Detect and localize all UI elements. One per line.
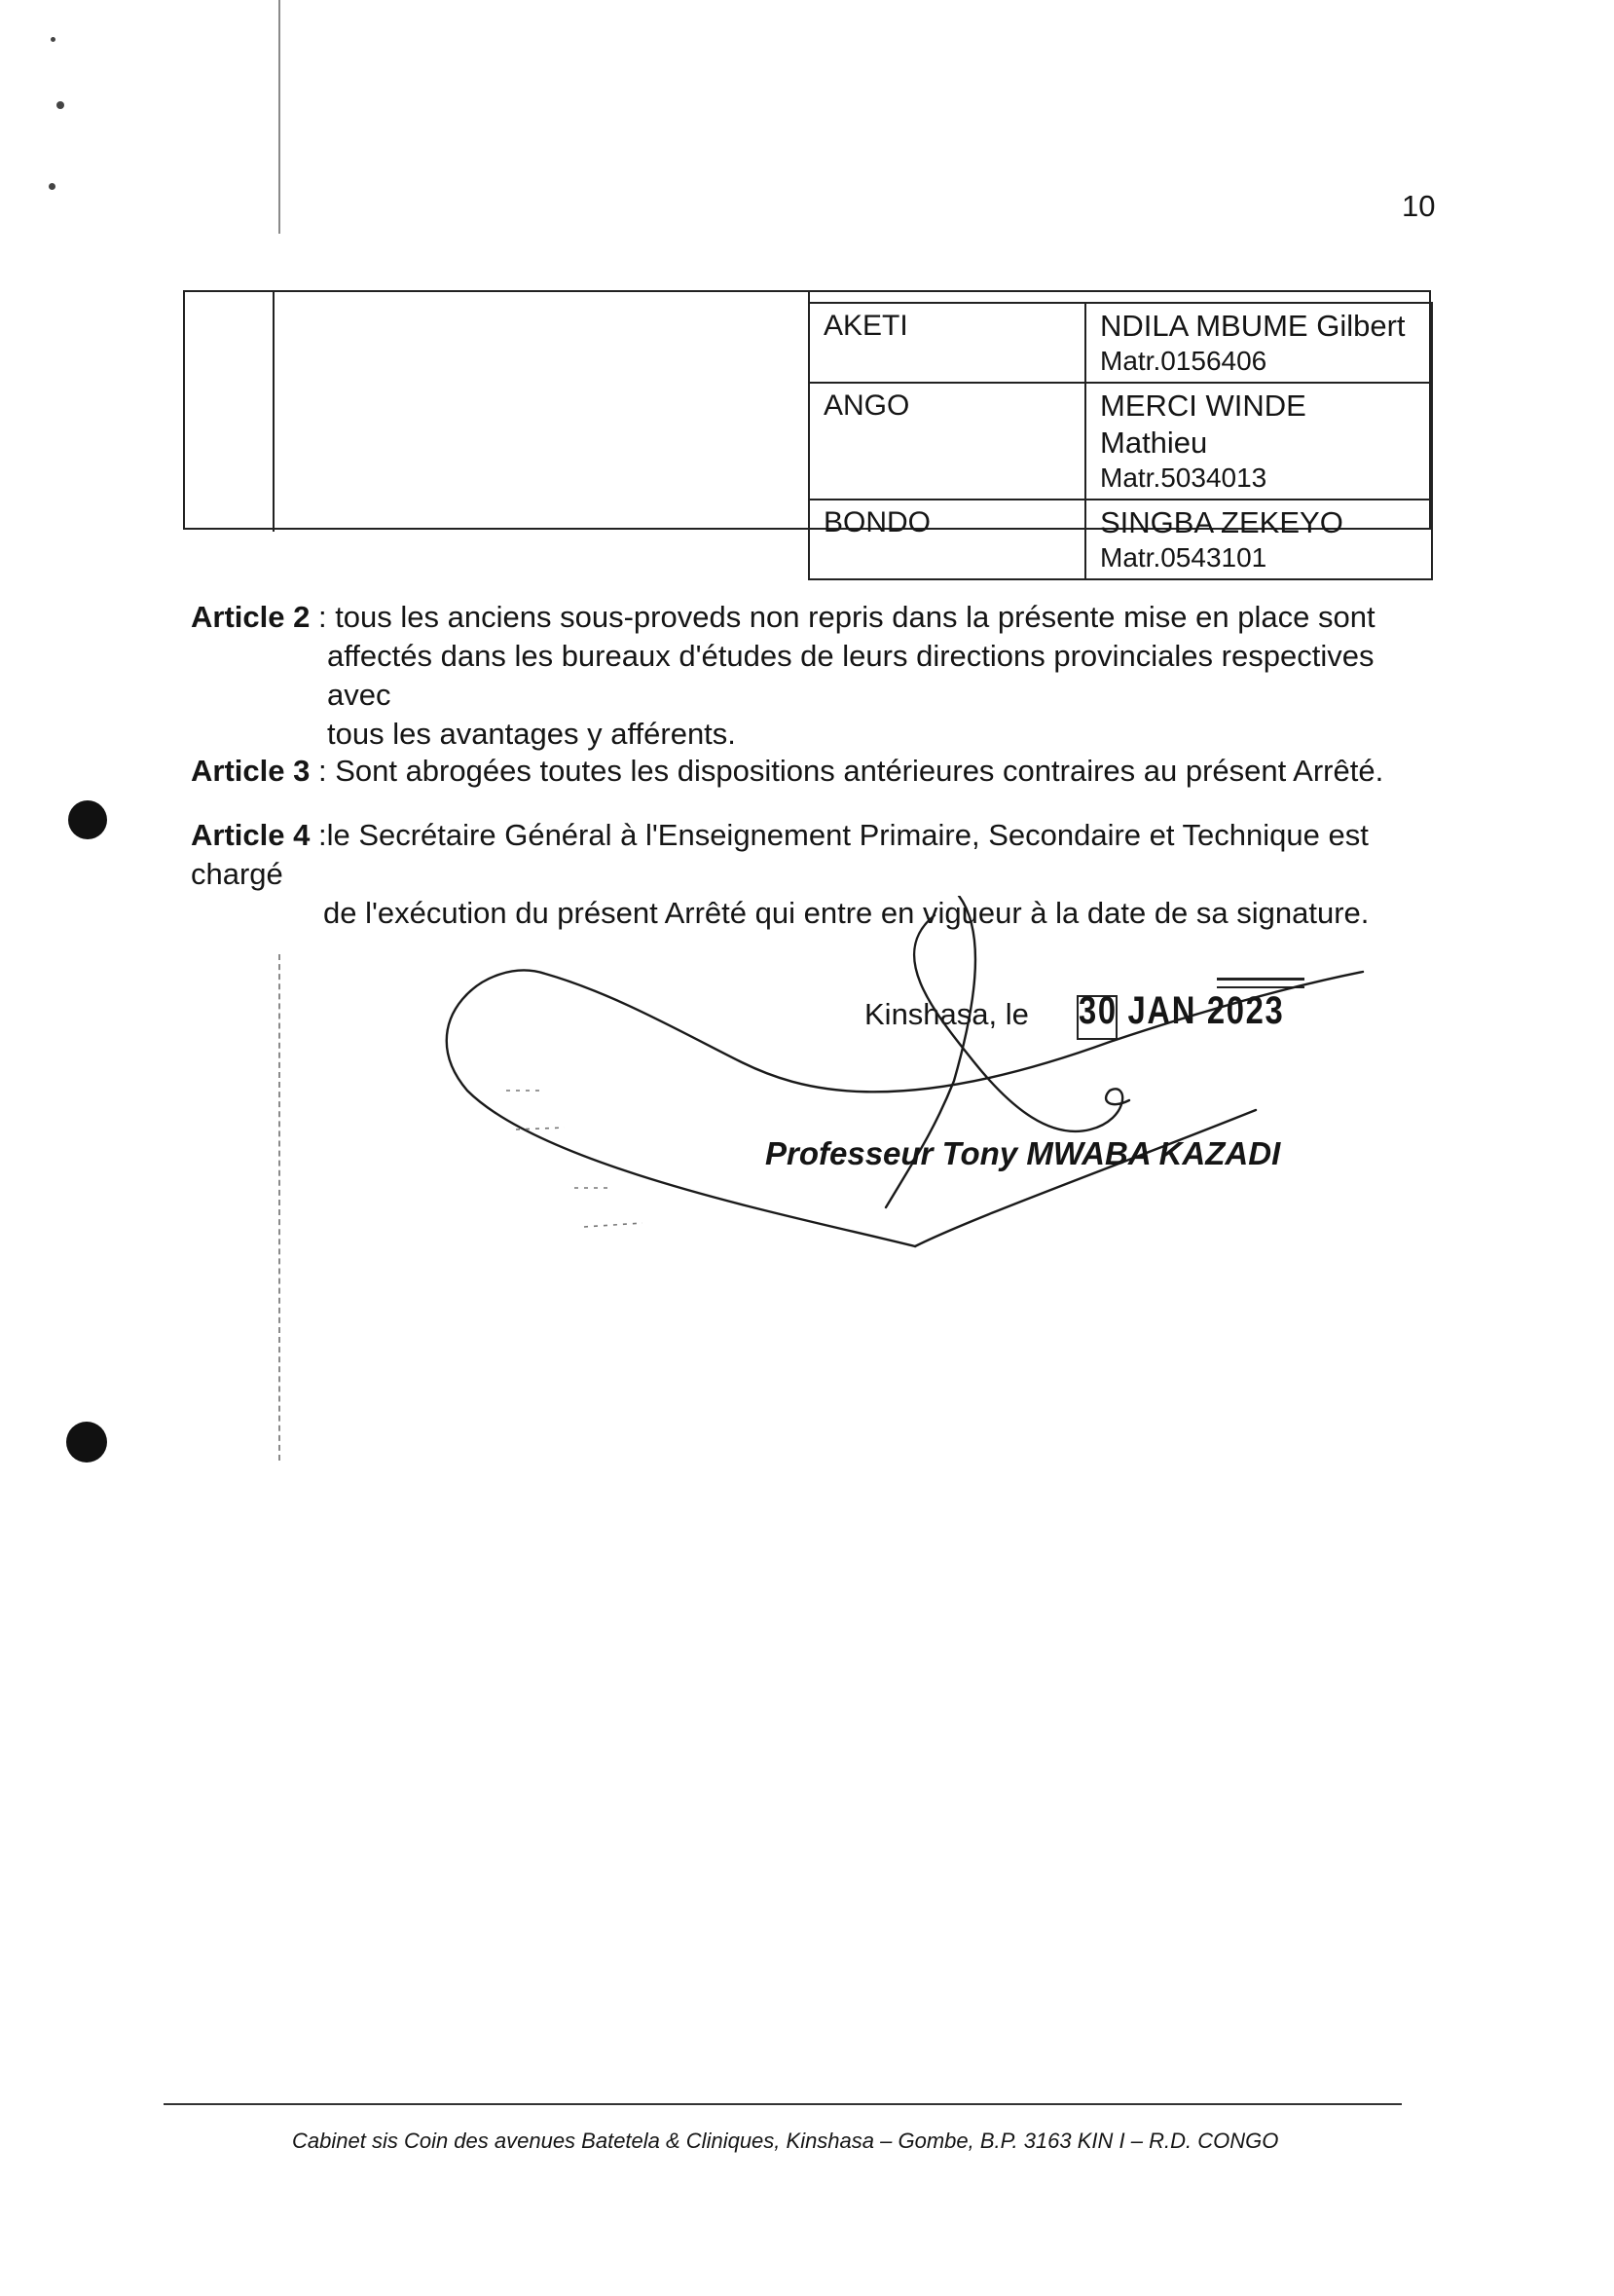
article-text: le Secrétaire Général à l'Enseignement Primaire, Secondaire et Technique est chargé [191,818,1369,891]
stamp-year: 2023 [1206,989,1285,1032]
scan-speck [51,37,55,42]
official-cell [1085,383,1432,500]
article-text-continuation: affectés dans les bureaux d'études de leurs directions provinciales respectives avec [327,639,1375,712]
table-column-divider [273,290,275,532]
scan-speck [49,183,55,190]
official-matricule: Matr.0156406 [1100,346,1267,376]
footer-address: Cabinet sis Coin des avenues Batetela & Cliniques, Kinshasa – Gombe, B.P. 3163 KIN I – R.D. CONGO [292,2129,1279,2153]
scan-margin-line-top [278,0,280,234]
article-text: Sont abrogées toutes les dispositions antérieures contraires au présent Arrêté. [335,754,1384,788]
article-text-continuation: de l'exécution du présent Arrêté qui entre en vigueur à la date de sa signature. [323,896,1370,930]
stamp-month: JAN [1127,989,1197,1032]
official-cell [1085,500,1432,579]
article-text-continuation: tous les avantages y afférents. [327,717,736,751]
table-row [809,303,1432,383]
article-label: Article 4 [191,818,311,852]
stamp-day: 30 [1079,989,1118,1032]
table-row [809,500,1432,579]
scan-punch-hole-bottom [66,1422,107,1463]
article-label: Article 2 [191,600,311,634]
official-matricule: Matr.0543101 [1100,542,1267,573]
footer-rule [164,2103,1402,2105]
article-text: tous les anciens sous-proveds non repris dans la présente mise en place sont [335,600,1376,634]
staff-table [808,302,1433,580]
page-number: 10 [1402,189,1436,223]
direction-cell: ANGO [809,383,1085,500]
official-cell [1085,303,1432,383]
article-separator: : [310,754,336,788]
official-name: SINGBA ZEKEYO [1100,505,1343,539]
signature-place: Kinshasa, le [864,997,1029,1031]
article-2 [191,598,1437,754]
handwritten-signature [428,896,1382,1363]
scan-speck [56,101,64,109]
scan-punch-hole-top [68,800,107,839]
official-matricule: Matr.5034013 [1100,463,1267,493]
article-label: Article 3 [191,754,311,788]
official-name: MERCI WINDE Mathieu [1100,389,1306,460]
scan-margin-line-middle [278,954,280,1461]
direction-cell: BONDO [809,500,1085,579]
article-3 [191,752,1437,791]
table-row [809,383,1432,500]
article-separator: : [310,600,336,634]
official-name: NDILA MBUME Gilbert [1100,309,1406,343]
direction-cell: AKETI [809,303,1085,383]
signatory-name: Professeur Tony MWABA KAZADI [765,1135,1281,1171]
article-separator: : [310,818,327,852]
